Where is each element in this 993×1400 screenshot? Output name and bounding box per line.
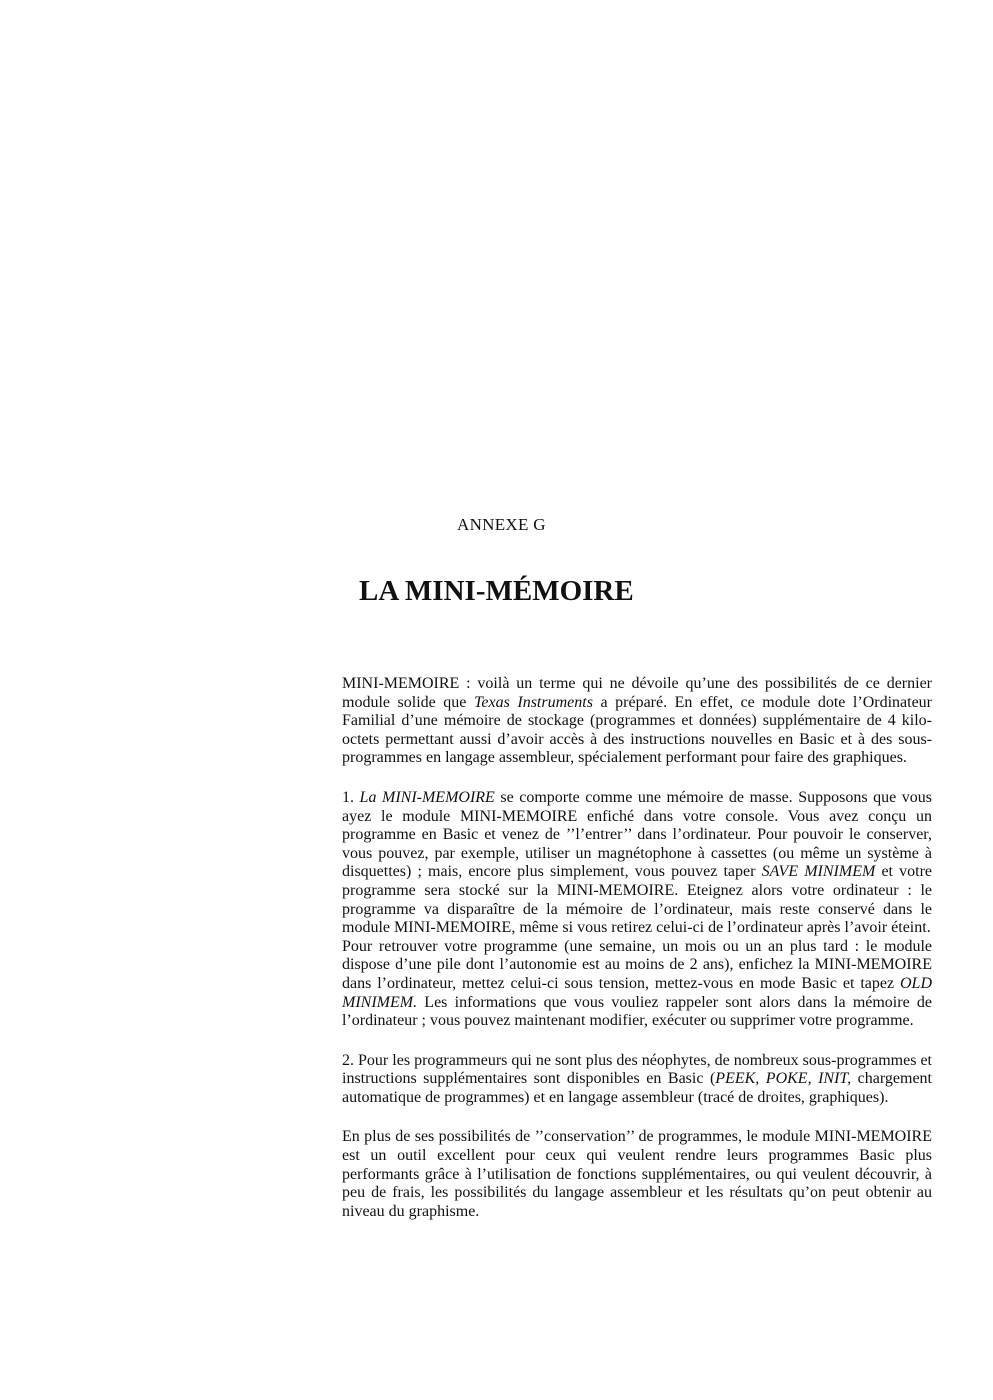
italic-run: SAVE MINIMEM: [761, 863, 876, 881]
italic-run: La MINI-MEMOIRE: [359, 788, 495, 806]
paragraph-section-2: [342, 1052, 932, 1108]
text-run: Pour retrouver votre programme (une semaine, un mois ou un an plus tard : le module dispose d’une pile dont l’autonomie est au moins de 2 ans), enfichez la MINI-MEMOIRE dans l’ordinateur, mettez celui-ci sous tension, mettez-vous en mode Basic et tapez: [342, 937, 932, 992]
paragraph-conclusion: [342, 1128, 932, 1221]
annex-label: ANNEXE G: [457, 515, 546, 534]
text-run: MINI-MEMOIRE : voilà un terme qui ne dévoile qu’une des possibilités de ce dernier module solide que: [342, 675, 932, 711]
text-run: Les informations que vous vouliez rappeler sont alors dans la mémoire de l’ordinateur ; vous pouvez maintenant modifier, exécuter ou supprimer votre programme.: [342, 993, 932, 1030]
paragraph-section-1-continued: [342, 938, 932, 1031]
text-run: chargement automatique de programmes) et en langage assembleur (tracé de droites, graphiques).: [342, 1070, 932, 1106]
text-run: 2. Pour les programmeurs qui ne sont plus des néophytes, de nombreux sous-programmes et instructions supplémentaires sont disponibles en Basic (: [342, 1051, 932, 1088]
body-text: [342, 675, 932, 1242]
text-run: et votre programme sera stocké sur la MINI-MEMOIRE. Eteignez alors votre ordinateur : le programme va disparaître de la mémoire de l’ordinateur, mais reste conservé dans le module MINI-MEMOIRE, même si vous retirez celui-ci de l’ordinateur après l’avoir éteint.: [342, 863, 933, 937]
paragraph-intro: [342, 675, 932, 768]
text-run: 1.: [342, 788, 360, 806]
text-run: En plus de ses possibilités de ’’conservation’’ de programmes, le module MINI-MEMOIRE est un outil excellent pour ceux qui veulent rendre leurs programmes Basic plus performants grâce à l’utilisation de fonctions supplémentaires, ou qui veulent découvrir, à peu de frais, les possibilités du langage assembleur et les résultats qu’on peut obtenir au niveau du graphisme.: [342, 1128, 932, 1220]
italic-run: OLD MINIMEM.: [342, 974, 932, 1011]
paragraph-section-1: [342, 789, 932, 938]
text-run: a préparé. En effet, ce module dote l’Ordinateur Familial d’une mémoire de stockage (programmes et données) supplémentaire de 4 kilo-octets permettant aussi d’avoir accès à des instructions nouvelles en Basic et à des sous-programmes en langage assembleur, spécialement performant pour faire des graphiques.: [342, 693, 933, 767]
italic-run: PEEK, POKE, INIT,: [715, 1070, 852, 1088]
text-run: se comporte comme une mémoire de masse. Supposons que vous ayez le module MINI-MEMOIRE enfiché dans votre console. Vous avez conçu un programme en Basic et venez de ’’l’entrer’’ dans l’ordinateur. Pour pouvoir le conserver, vous pouvez, par exemple, utiliser un magnétophone à cassettes (ou même un système à disquettes) ; mais, encore plus simplement, vous pouvez taper: [342, 788, 932, 881]
page-title: LA MINI-MÉMOIRE: [359, 575, 634, 607]
italic-run: Texas Instruments: [473, 693, 593, 711]
